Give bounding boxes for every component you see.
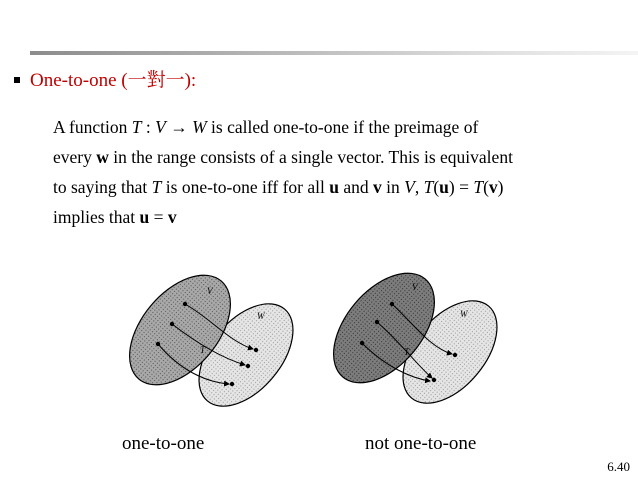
point-w1 [254,348,258,352]
equals-symbol: = [149,207,168,227]
diagram-one-to-one [110,270,312,410]
page-number: 6.40 [607,459,630,474]
text-run: A function [53,117,132,137]
text-run: in the range consists of a single vector. This is equivalent [108,147,513,167]
vector-u: u [439,177,449,197]
math-T: T [131,117,142,137]
text-run: ( [433,177,440,197]
vector-v: v [167,207,177,227]
diagram-not-one-to-one [314,270,516,410]
vector-v: v [373,177,382,197]
math-T: T [473,177,484,197]
heading-text: One-to-one (一對一): [30,69,197,91]
text-run: and [338,177,373,197]
point-w2 [246,364,250,368]
definition-line-2 [53,142,613,172]
point-w3 [230,382,234,386]
definition-line-1 [53,112,613,142]
text-run: ) [497,177,504,197]
bullet-icon [14,77,20,83]
text-run: every [53,147,97,167]
definition-line-4 [53,202,613,232]
vector-v: v [488,177,498,197]
vector-u: u [329,177,339,197]
text-run: is one-to-one iff for all [161,177,330,197]
text-run: , [414,177,424,197]
text-run: ( [483,177,489,197]
section-heading [14,66,196,90]
math-V: V [404,177,415,197]
text-run: in [381,177,405,197]
math-T: T [151,177,162,197]
label-T: T [404,347,410,357]
definition-paragraph [53,112,613,232]
arrow-symbol: → [165,117,193,137]
text-run: ) = [448,177,474,197]
label-W: W [460,309,468,319]
label-W: W [257,311,265,321]
math-W: W [192,117,207,137]
caption-one-to-one: one-to-one [122,433,205,454]
text-run: implies that [53,207,140,227]
text-run: to saying that [53,177,152,197]
point-w2 [432,378,436,382]
caption-not-one-to-one: not one-to-one [365,433,477,454]
math-T: T [423,177,434,197]
label-V: V [412,282,418,292]
vector-w: w [96,147,109,167]
mapping-diagrams [0,270,638,410]
label-T: T [200,345,206,355]
point-w1 [453,353,457,357]
vector-u: u [139,207,150,227]
math-colon: : [141,117,156,137]
title-rule [30,51,638,55]
definition-line-3 [53,172,613,202]
math-V: V [155,117,166,137]
label-V: V [207,286,213,296]
text-run: is called one-to-one if the preimage of [206,117,479,137]
